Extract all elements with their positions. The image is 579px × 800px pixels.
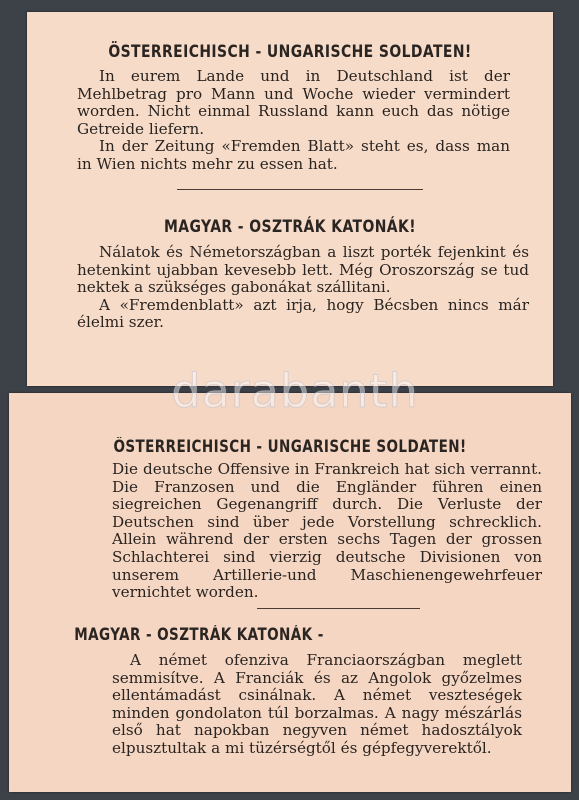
leaflet-bottom-hungarian-text bbox=[112, 652, 522, 758]
leaflet-bottom-german-text bbox=[112, 461, 542, 602]
divider-line bbox=[257, 608, 420, 609]
paragraph: Die deutsche Offensive in Frankreich hat sich verrannt. Die Franzosen und die Engländer führen einen siegreichen Gegenangriff durch. Die Verluste der Deutschen sind über jede Vorstellung schrecklich. Allein während der ersten sechs Tagen der grossen Schlachterei sind vierzig deutsche Divisionen von unserem Artillerie-und Maschienengewehrfeuer vernichtet worden. bbox=[112, 460, 542, 602]
paragraph: In eurem Lande und in Deutschland ist der Mehlbetrag pro Mann und Woche wieder vermindert worden. Nicht einmal Russland kann euch das nötige Getreide liefern. bbox=[77, 67, 510, 138]
leaflet-bottom-german-heading: ÖSTERREICHISCH - UNGARISCHE SOLDATEN! bbox=[113, 437, 467, 456]
leaflet-top-hungarian-heading: MAGYAR - OSZTRÁK KATONÁK! bbox=[164, 217, 416, 237]
leaflet-bottom-hungarian-heading: MAGYAR - OSZTRÁK KATONÁK - bbox=[74, 625, 324, 644]
paragraph: A «Fremdenblatt» azt irja, hogy Bécsben nincs már élelmi szer. bbox=[77, 295, 529, 332]
leaflet-top-hungarian-text bbox=[77, 244, 529, 332]
divider-line bbox=[177, 189, 423, 190]
watermark-text: darabanth bbox=[171, 364, 419, 418]
paragraph: In der Zeitung «Fremden Blatt» steht es, dass man in Wien nichts mehr zu essen hat. bbox=[77, 137, 510, 173]
leaflet-top-german-text bbox=[77, 68, 510, 174]
leaflet-top bbox=[27, 12, 553, 386]
paragraph: Nálatok és Németországban a liszt porték fejenkint és hetenkint ujabban kevesebb lett. Még Oroszország se tud nektek a szükséges gabonákat szállitani. bbox=[77, 243, 529, 297]
paragraph: A német ofenziva Franciaországban meglett semmisítve. A Franciák és az Angolok győzelmes ellentámadást csinálnak. A német veszteségek minden gondolaton túl borzalmas. A nagy mészárlás első hat napokban negyven német hadosztályok elpusztultak a mi tüzérségtől és gépfegyverektől. bbox=[112, 651, 522, 757]
leaflet-bottom bbox=[9, 393, 571, 792]
leaflet-top-german-heading: ÖSTERREICHISCH - UNGARISCHE SOLDATEN! bbox=[108, 42, 472, 62]
